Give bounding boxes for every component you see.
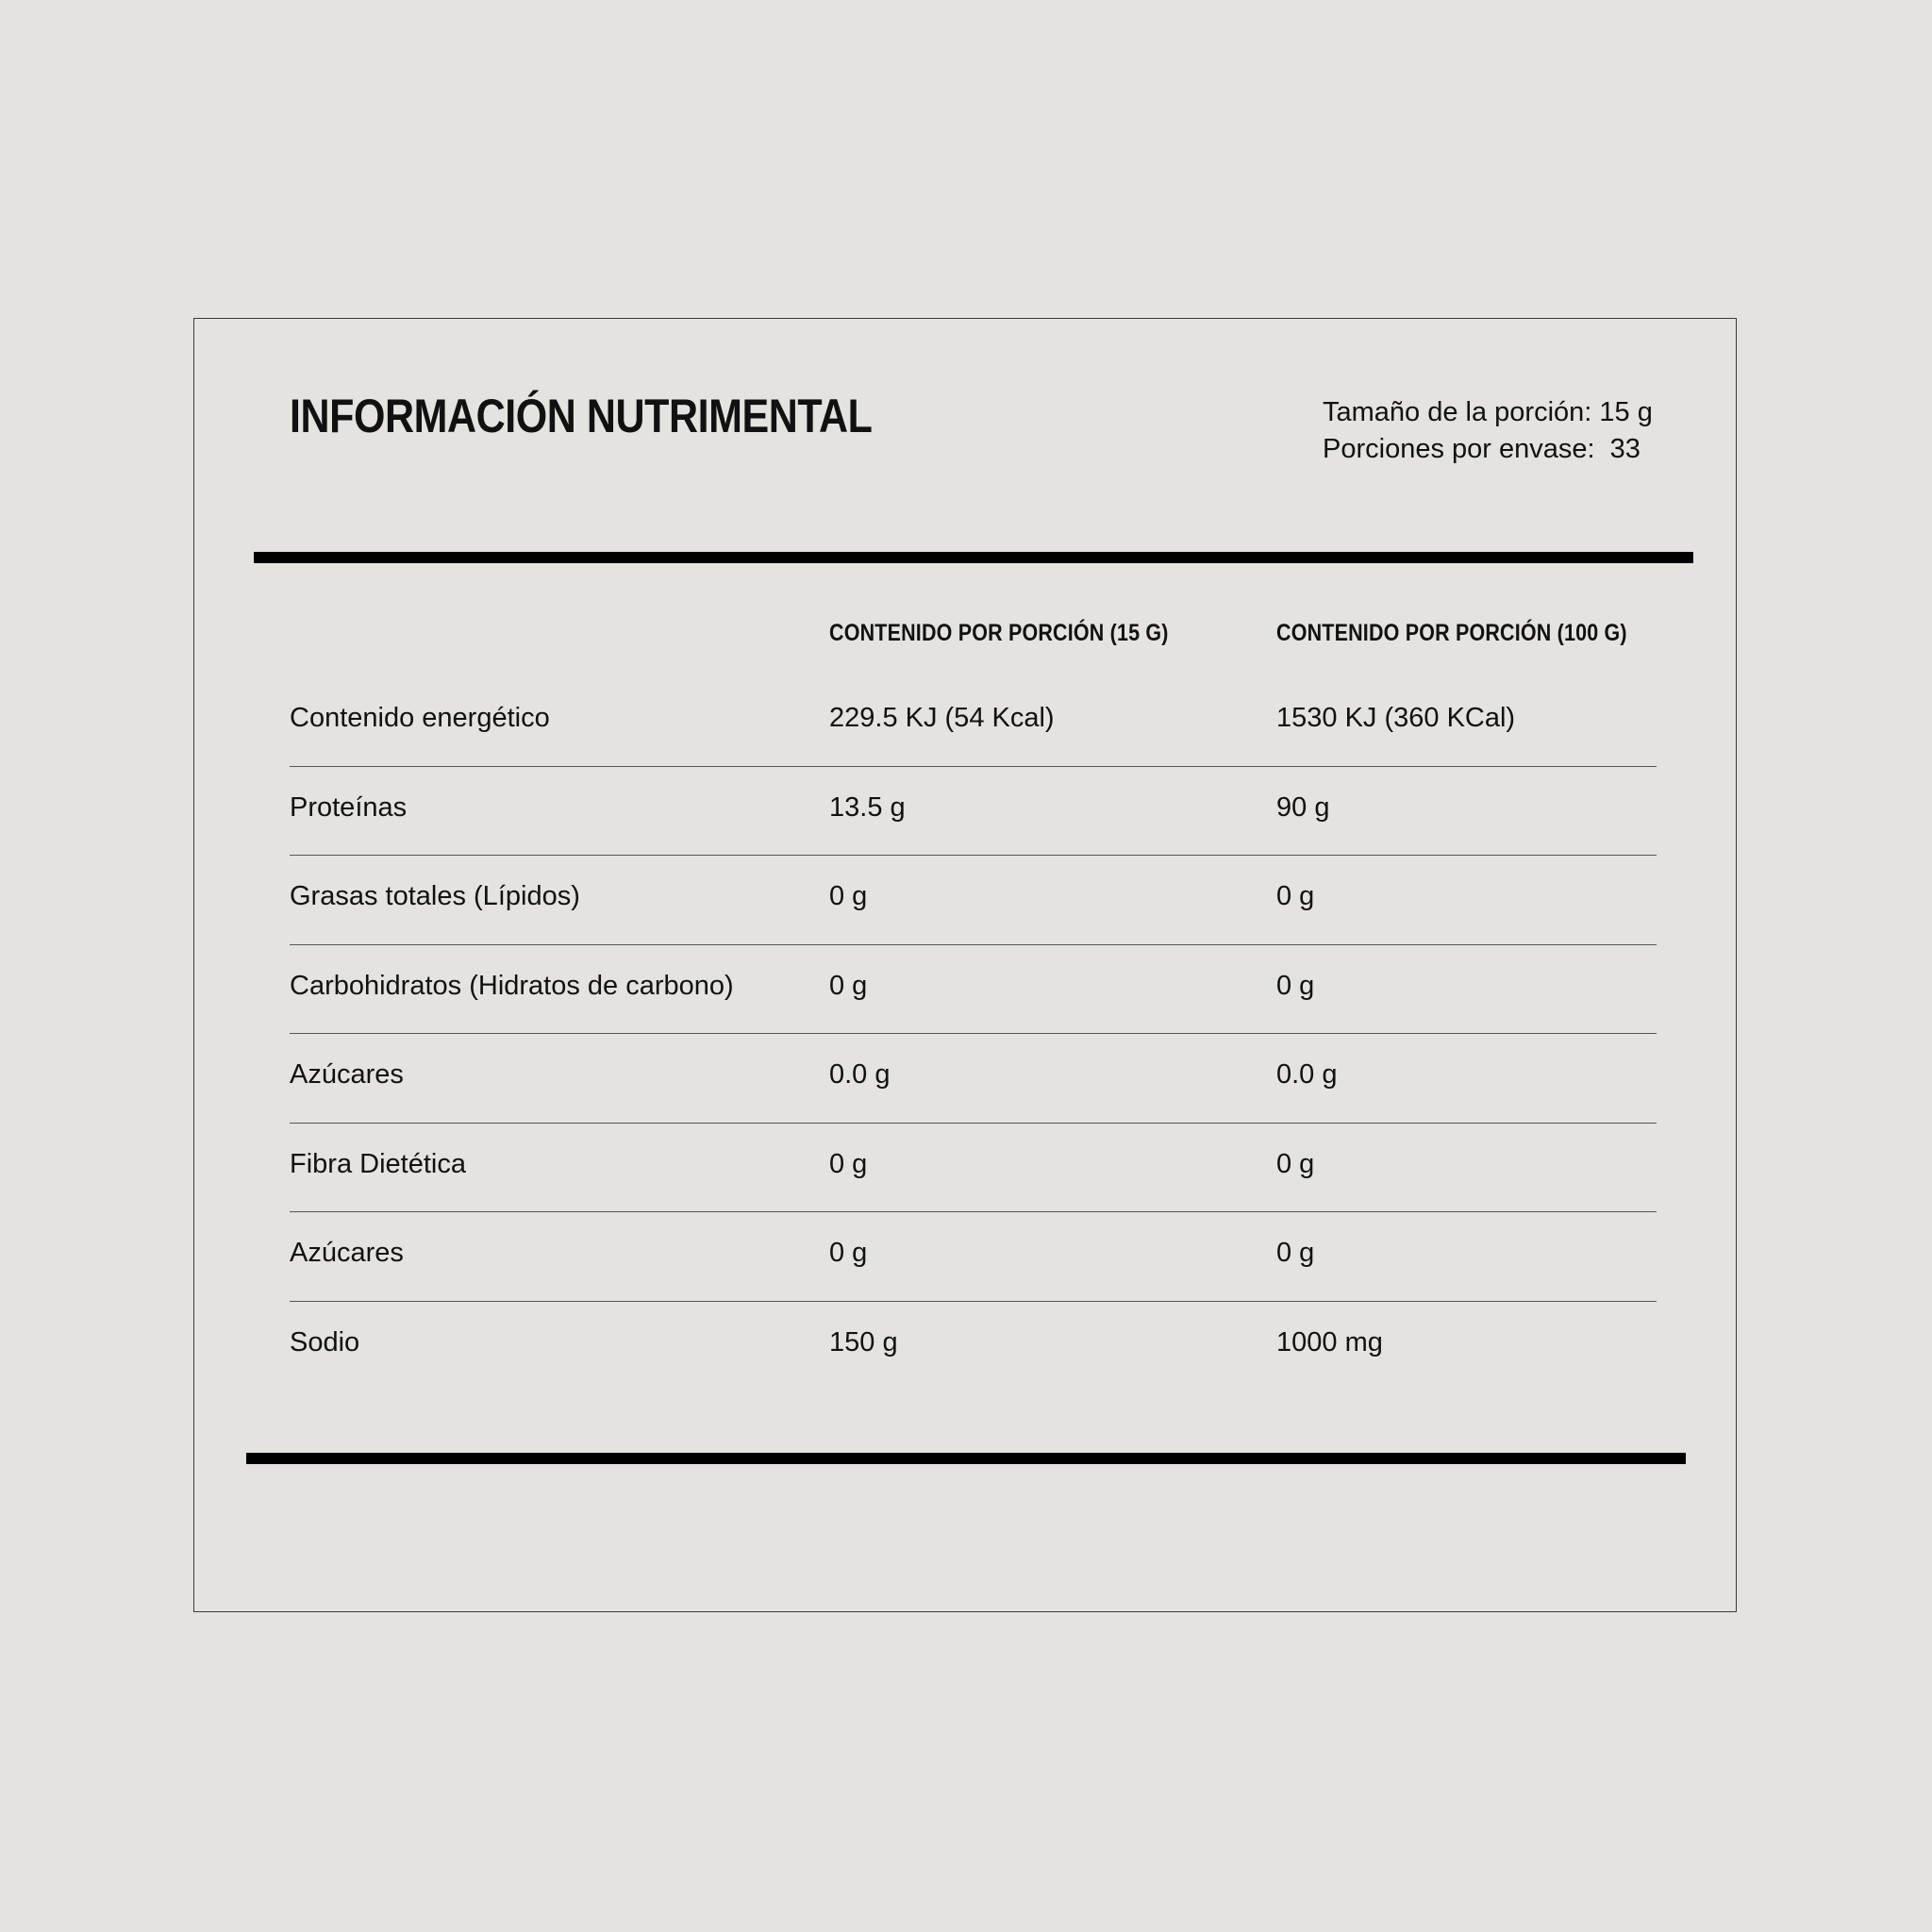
nutrient-label: Fibra Dietética <box>290 1148 466 1179</box>
column-header-per-100g: CONTENIDO POR PORCIÓN (100 G) <box>1276 620 1627 646</box>
per-serving-value: 0 g <box>829 1148 868 1179</box>
nutrient-label: Contenido energético <box>290 703 550 733</box>
table-row <box>290 677 1657 767</box>
serving-size: Tamaño de la porción: 15 g <box>1323 397 1653 427</box>
per-serving-value: 0 g <box>829 881 868 911</box>
nutrient-label: Azúcares <box>290 1238 404 1268</box>
servings-per-container: Porciones por envase: 33 <box>1323 434 1641 464</box>
per-100g-value: 0 g <box>1276 881 1315 911</box>
per-serving-value: 229.5 KJ (54 Kcal) <box>829 703 1055 733</box>
table-row <box>290 767 1657 857</box>
per-serving-value: 0 g <box>829 970 868 1001</box>
column-header-per-serving: CONTENIDO POR PORCIÓN (15 G) <box>829 620 1169 646</box>
nutrient-label: Sodio <box>290 1326 360 1357</box>
table-row <box>290 945 1657 1035</box>
nutrient-label: Grasas totales (Lípidos) <box>290 881 580 911</box>
serving-info <box>1323 394 1653 468</box>
per-100g-value: 0 g <box>1276 1148 1315 1179</box>
per-100g-value: 0.0 g <box>1276 1059 1338 1090</box>
per-100g-value: 90 g <box>1276 791 1330 823</box>
nutrient-label: Proteínas <box>290 791 408 823</box>
nutrition-table <box>290 677 1657 1391</box>
nutrient-label: Azúcares <box>290 1059 404 1090</box>
table-row <box>290 1124 1657 1213</box>
per-serving-value: 13.5 g <box>829 791 906 823</box>
per-100g-value: 0 g <box>1276 1238 1315 1268</box>
nutrient-label: Carbohidratos (Hidratos de carbono) <box>290 970 734 1001</box>
per-100g-value: 0 g <box>1276 970 1315 1001</box>
table-row <box>290 1302 1657 1391</box>
table-row <box>290 1212 1657 1302</box>
page-title: INFORMACIÓN NUTRIMENTAL <box>290 390 873 442</box>
bottom-divider <box>246 1453 1686 1464</box>
top-divider <box>254 552 1693 563</box>
table-row <box>290 856 1657 945</box>
per-serving-value: 0.0 g <box>829 1059 891 1090</box>
per-100g-value: 1530 KJ (360 KCal) <box>1276 703 1516 733</box>
per-serving-value: 0 g <box>829 1238 868 1268</box>
per-100g-value: 1000 mg <box>1276 1326 1383 1357</box>
table-row <box>290 1034 1657 1124</box>
per-serving-value: 150 g <box>829 1326 898 1357</box>
